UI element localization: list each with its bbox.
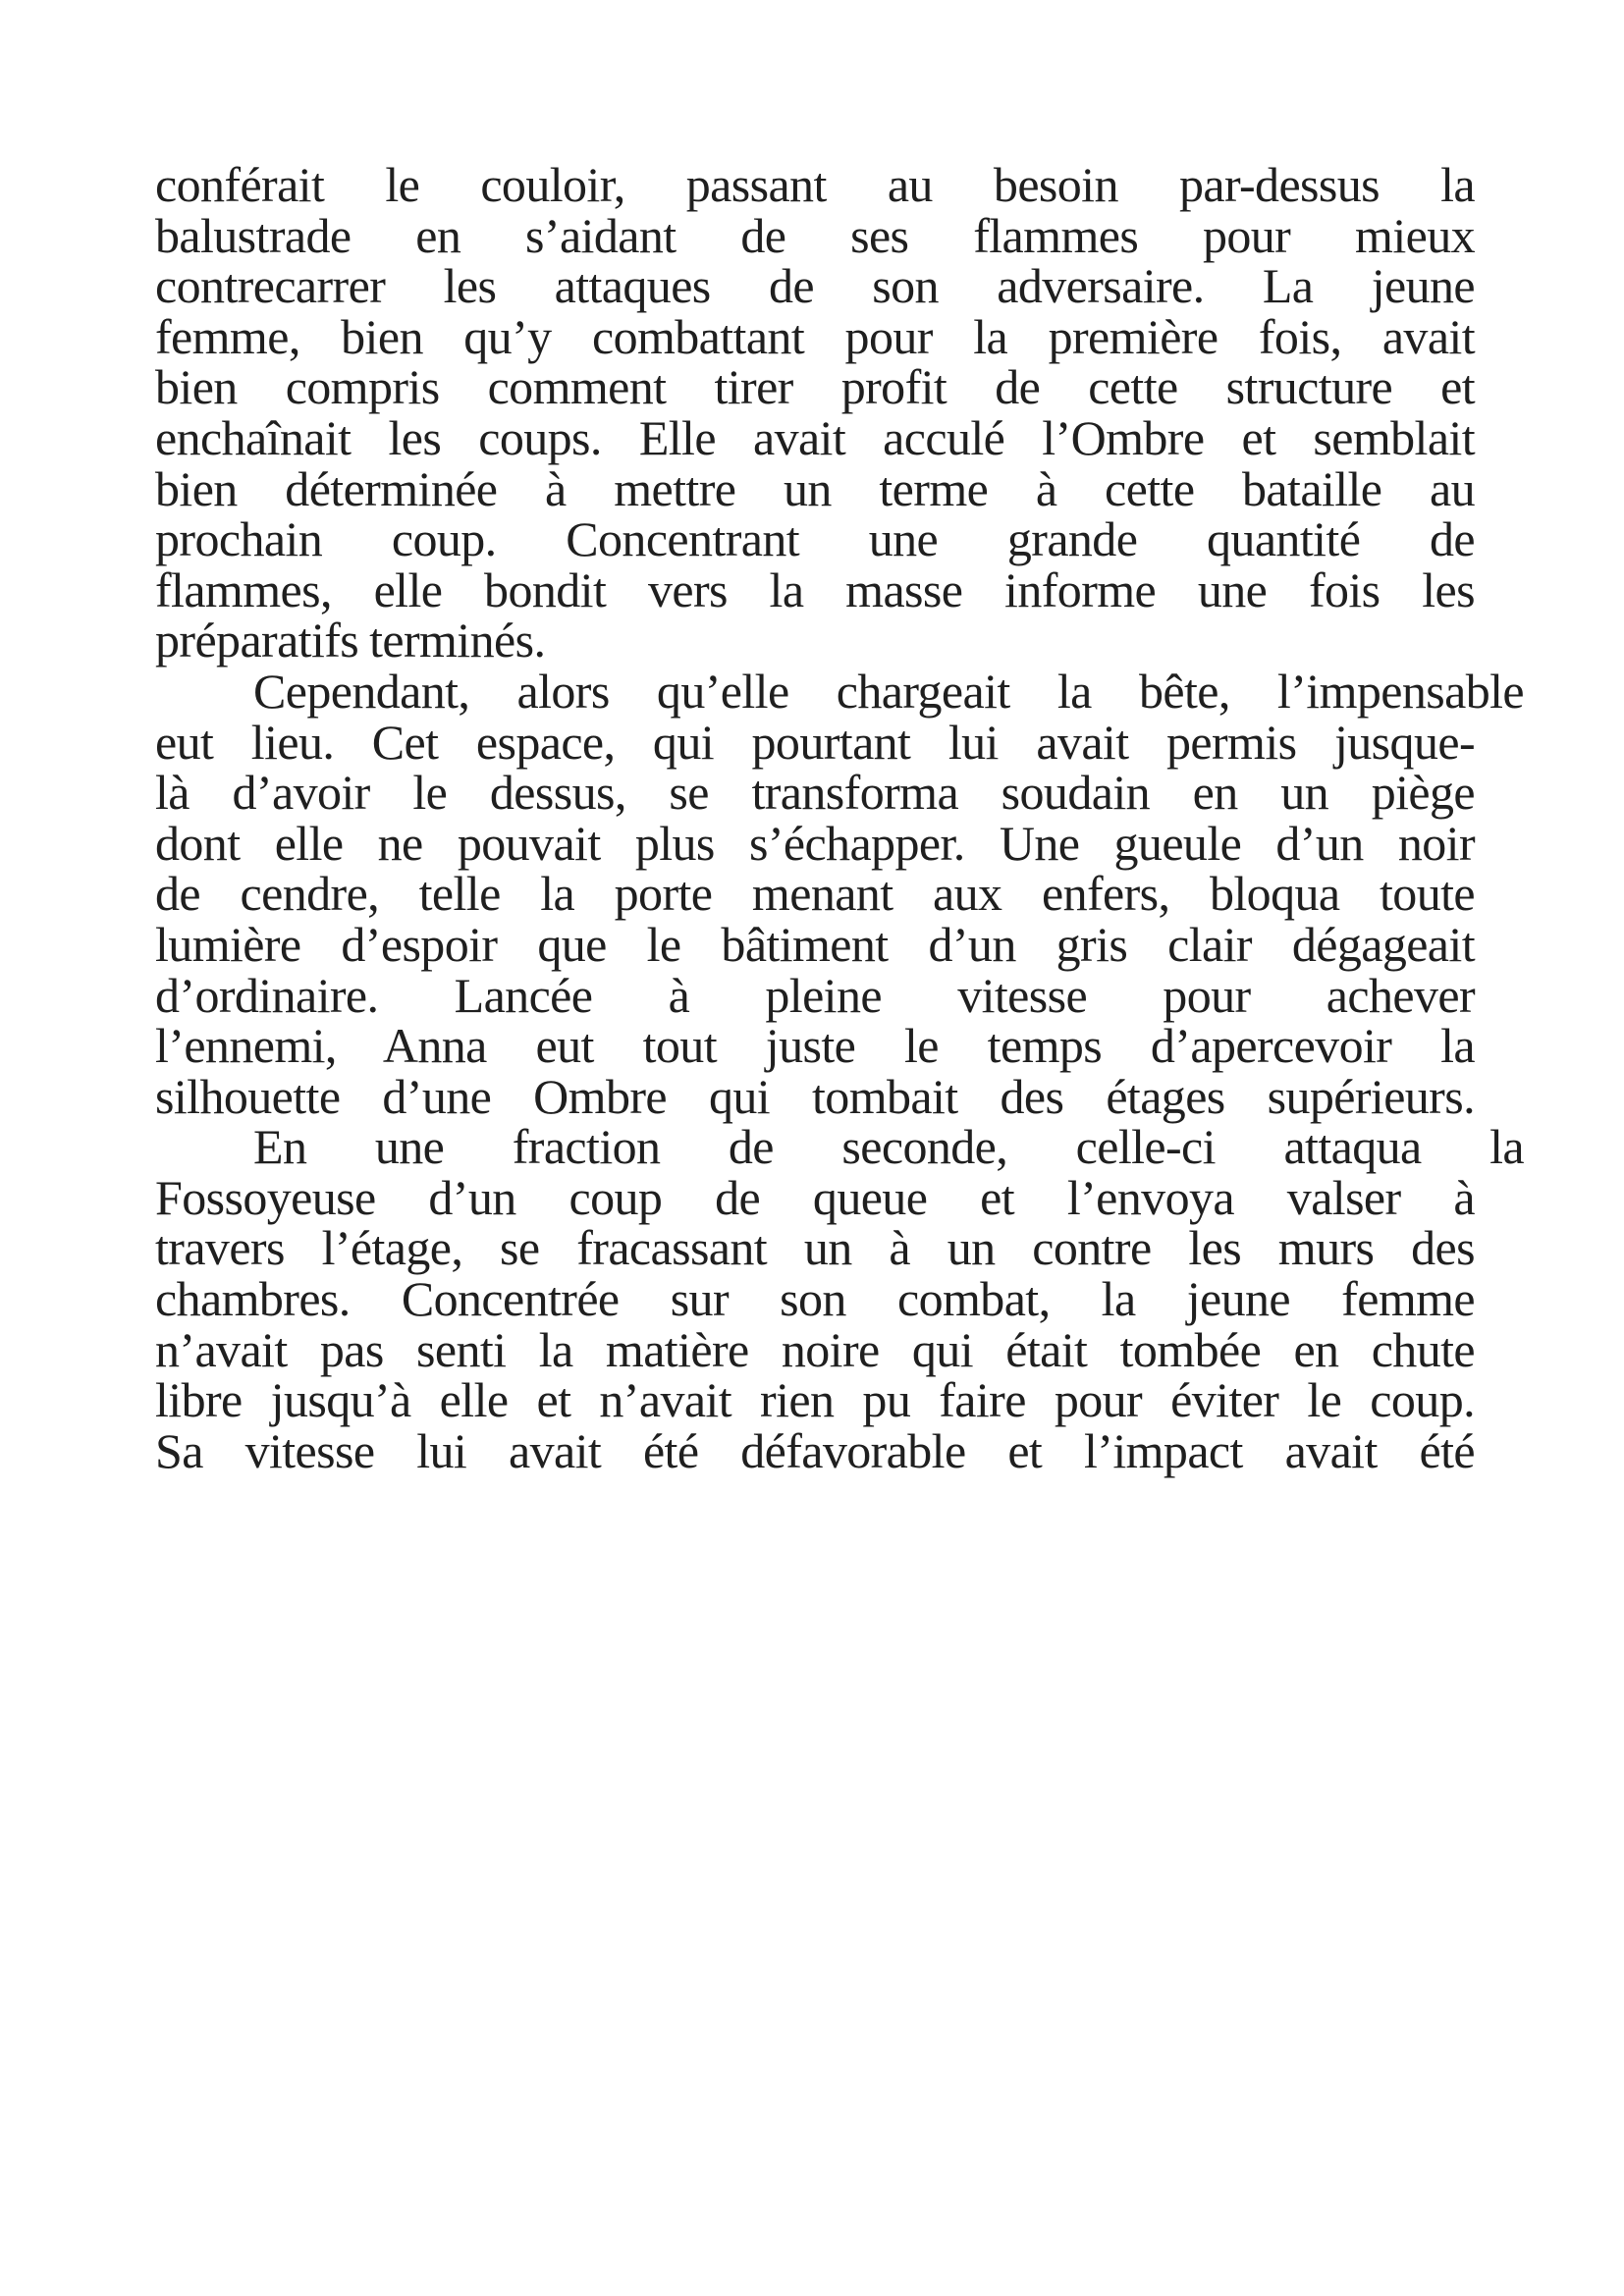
- text-line-content: libre jusqu’à elle et n’avait rien pu faire pour éviter le coup.: [155, 1372, 1475, 1428]
- text-line-content: enchaînait les coups. Elle avait acculé l’Ombre et semblait: [155, 409, 1475, 465]
- text-line-content: silhouette d’une Ombre qui tombait des étages supérieurs.: [155, 1068, 1475, 1124]
- text-line: [155, 1220, 1475, 1276]
- text-line-indented: [155, 1119, 1524, 1175]
- text-line: [155, 460, 1475, 516]
- text-line-content: dont elle ne pouvait plus s’échapper. Une gueule d’un noir: [155, 815, 1475, 871]
- text-line-content: chambres. Concentrée sur son combat, la jeune femme: [155, 1271, 1475, 1327]
- text-line-content: eut lieu. Cet espace, qui pourtant lui avait permis jusque-: [155, 714, 1475, 770]
- text-line-content: contrecarrer les attaques de son adversaire. La jeune: [155, 258, 1475, 314]
- text-line-content: de cendre, telle la porte menant aux enfers, bloqua toute: [155, 866, 1475, 922]
- text-line-content: n’avait pas senti la matière noire qui était tombée en chute: [155, 1321, 1475, 1377]
- text-line-indented: [155, 663, 1524, 719]
- text-line-content: Fossoyeuse d’un coup de queue et l’envoya valser à: [155, 1169, 1475, 1225]
- text-line-last: [155, 1068, 1475, 1124]
- text-line: [155, 157, 1475, 212]
- text-line: [155, 714, 1475, 770]
- text-line: [155, 207, 1475, 263]
- text-line: [155, 916, 1475, 972]
- text-line-content: d’ordinaire. Lancée à pleine vitesse pour achever: [155, 967, 1475, 1023]
- text-line-content: travers l’étage, se fracassant un à un contre les murs des: [155, 1220, 1475, 1276]
- text-line: [155, 1422, 1475, 1478]
- paragraph-3: [155, 1119, 1524, 1478]
- text-line-content: femme, bien qu’y combattant pour la première fois, avait: [155, 308, 1475, 364]
- text-line-content: préparatifs terminés.: [155, 613, 546, 668]
- text-line: [155, 308, 1475, 364]
- text-line: [155, 511, 1475, 567]
- text-line: [155, 1169, 1475, 1225]
- text-line: [155, 258, 1475, 314]
- text-line-content: En une fraction de seconde, celle-ci attaqua la: [253, 1119, 1524, 1175]
- text-line-content: bien déterminée à mettre un terme à cette bataille au: [155, 460, 1475, 516]
- paragraph-2: [155, 663, 1524, 1124]
- text-line-content: prochain coup. Concentrant une grande quantité de: [155, 511, 1475, 567]
- text-line-content: bien compris comment tirer profit de cette structure et: [155, 359, 1475, 415]
- text-line-content: l’ennemi, Anna eut tout juste le temps d’apercevoir la: [155, 1018, 1475, 1074]
- text-line-content: conférait le couloir, passant au besoin par-dessus la: [155, 157, 1475, 212]
- text-line: [155, 765, 1475, 821]
- text-line-content: balustrade en s’aidant de ses flammes pour mieux: [155, 207, 1475, 263]
- text-line: [155, 561, 1475, 617]
- text-line-content: là d’avoir le dessus, se transforma soudain en un piège: [155, 765, 1475, 821]
- text-line: [155, 409, 1475, 465]
- text-line: [155, 866, 1475, 922]
- text-line: [155, 1018, 1475, 1074]
- text-line: [155, 1372, 1475, 1428]
- body-text: [155, 157, 1524, 1478]
- text-line-content: flammes, elle bondit vers la masse informe une fois les: [155, 561, 1475, 617]
- paragraph-1: [155, 157, 1475, 668]
- text-line: [155, 815, 1475, 871]
- text-line-content: lumière d’espoir que le bâtiment d’un gris clair dégageait: [155, 916, 1475, 972]
- text-line: [155, 1321, 1475, 1377]
- text-line-content: Sa vitesse lui avait été défavorable et l’impact avait été: [155, 1422, 1475, 1478]
- text-line: [155, 1271, 1475, 1327]
- text-line-last: [155, 615, 1475, 667]
- text-line: [155, 967, 1475, 1023]
- text-line-content: Cependant, alors qu’elle chargeait la bête, l’impensable: [253, 663, 1524, 719]
- text-line: [155, 359, 1475, 415]
